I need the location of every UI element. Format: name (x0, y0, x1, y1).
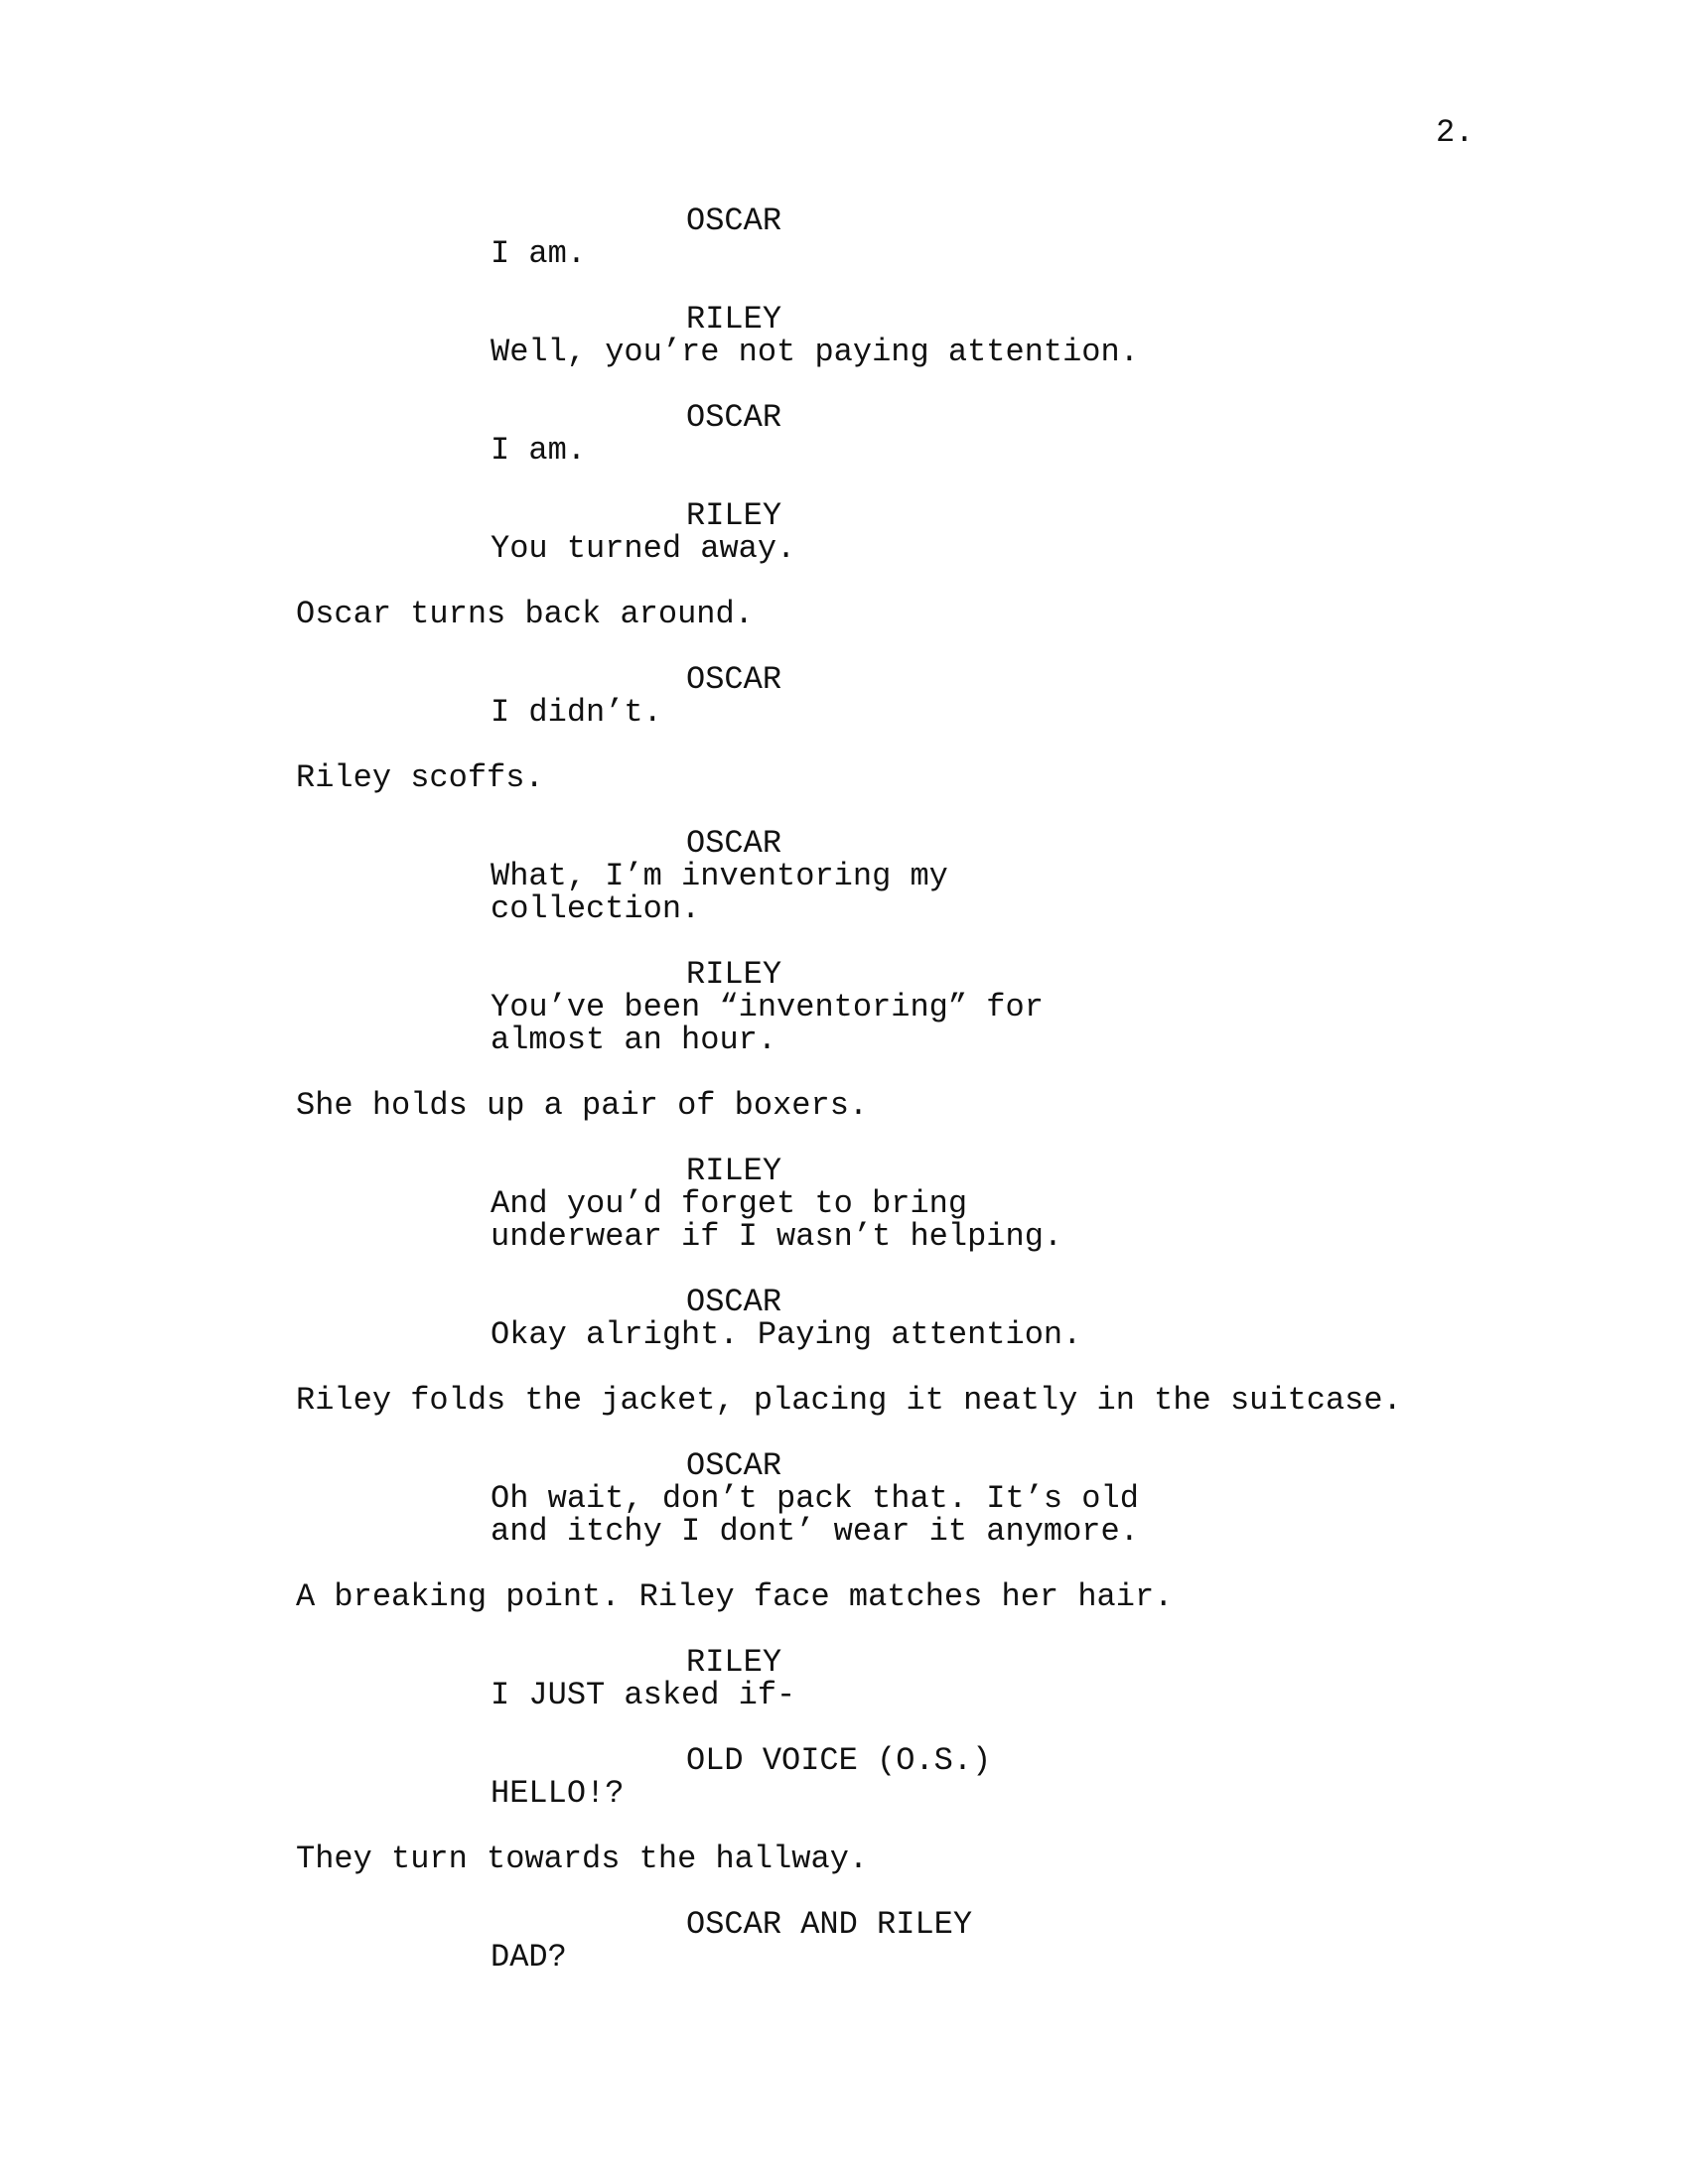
dialogue-line: I am. (491, 235, 587, 272)
dialogue-block (491, 1482, 1186, 1548)
dialogue-block (491, 1941, 1186, 1974)
character-cue: RILEY (686, 1644, 782, 1681)
action-line: Oscar turns back around. (296, 596, 754, 632)
dialogue-line: What, I’m inventoring my (491, 858, 948, 894)
action-block (296, 598, 1438, 630)
character-cue: OSCAR (686, 661, 782, 698)
action-line: She holds up a pair of boxers. (296, 1087, 869, 1124)
dialogue-line: almost an hour. (491, 1022, 777, 1058)
dialogue-line: HELLO!? (491, 1775, 625, 1812)
page-number: 2. (1436, 114, 1475, 151)
dialogue-line: I am. (491, 432, 587, 469)
dialogue-line: And you’d forget to bring (491, 1185, 968, 1222)
dialogue-line: DAD? (491, 1939, 567, 1976)
action-block (296, 1089, 1438, 1122)
dialogue-line: underwear if I wasn’t helping. (491, 1218, 1063, 1255)
dialogue-line: Okay alright. Paying attention. (491, 1316, 1082, 1353)
character-cue: OLD VOICE (O.S.) (686, 1742, 992, 1779)
action-line: They turn towards the hallway. (296, 1841, 869, 1877)
dialogue-block (491, 860, 1186, 925)
action-block (296, 1580, 1438, 1613)
dialogue-block (491, 434, 1186, 467)
dialogue-line: collection. (491, 890, 701, 927)
character-cue: OSCAR (686, 203, 782, 239)
action-block (296, 1384, 1438, 1417)
dialogue-block (491, 532, 1186, 565)
dialogue-line: You turned away. (491, 530, 796, 567)
action-line: A breaking point. Riley face matches her hair. (296, 1578, 1174, 1615)
dialogue-line: Oh wait, don’t pack that. It’s old (491, 1480, 1139, 1517)
character-cue: OSCAR AND RILEY (686, 1906, 973, 1943)
character-cue: OSCAR (686, 1284, 782, 1320)
action-line: Riley folds the jacket, placing it neatly in the suitcase. (296, 1382, 1402, 1419)
character-cue: OSCAR (686, 1447, 782, 1484)
dialogue-block (491, 1187, 1186, 1253)
dialogue-line: I didn’t. (491, 694, 662, 731)
character-cue: RILEY (686, 301, 782, 338)
character-cue: RILEY (686, 497, 782, 534)
dialogue-block (491, 696, 1186, 729)
action-block (296, 1843, 1438, 1875)
dialogue-block (491, 1777, 1186, 1810)
character-cue: OSCAR (686, 825, 782, 862)
dialogue-line: I JUST asked if- (491, 1677, 796, 1713)
dialogue-block (491, 336, 1186, 368)
dialogue-line: Well, you’re not paying attention. (491, 334, 1139, 370)
character-cue: OSCAR (686, 399, 782, 436)
dialogue-line: You’ve been “inventoring” for (491, 989, 1044, 1025)
action-block (296, 761, 1438, 794)
action-line: Riley scoffs. (296, 759, 544, 796)
dialogue-block (491, 1679, 1186, 1711)
dialogue-line: and itchy I dont’ wear it anymore. (491, 1513, 1139, 1550)
dialogue-block (491, 237, 1186, 270)
dialogue-block (491, 1318, 1186, 1351)
character-cue: RILEY (686, 956, 782, 993)
character-cue: RILEY (686, 1153, 782, 1189)
dialogue-block (491, 991, 1186, 1056)
